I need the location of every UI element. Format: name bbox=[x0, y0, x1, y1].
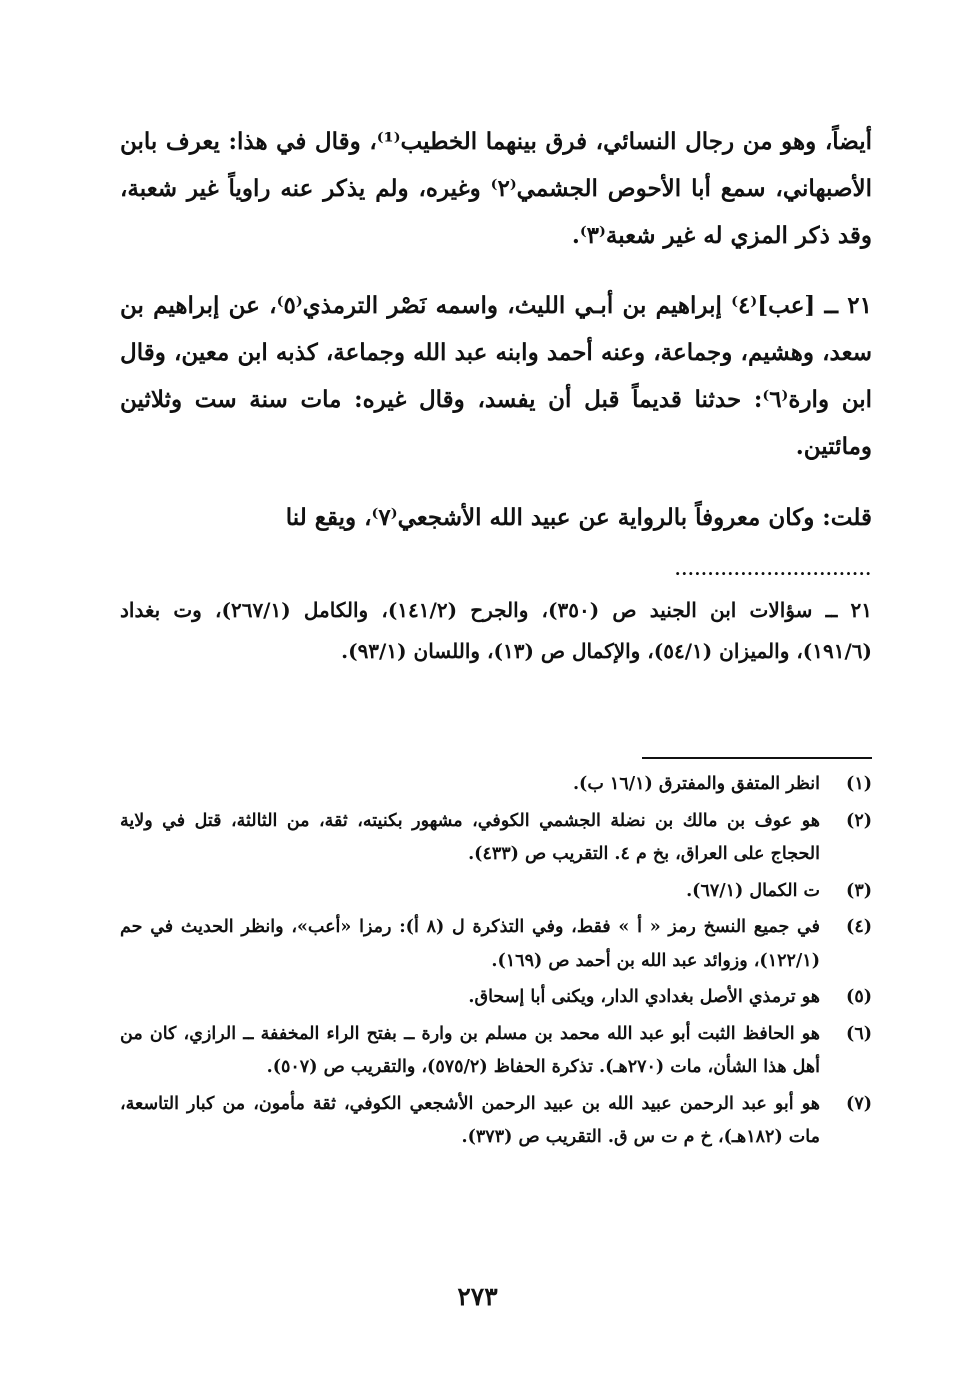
footnote-1 bbox=[120, 768, 872, 802]
footnote-number: (٧) bbox=[846, 1093, 872, 1114]
paragraph-text: قلت: وكان معروفاً بالرواية عن عبيد الله الأشجعي⁽٧⁾، ويقع لنا bbox=[285, 504, 872, 531]
dotted-separator: .............................. bbox=[674, 560, 872, 579]
footnote-text: هو أبو عبد الرحمن عبيد الله بن عبيد الرحمن الأشجعي الكوفي، ثقة مأمون، من كبار التاسعة، مات (١٨٢هـ)، خ م ت س ق. التقريب ص (٣٧٣). bbox=[120, 1093, 820, 1147]
footnote-number: (٢) bbox=[846, 810, 872, 831]
main-paragraph-3 bbox=[120, 494, 872, 541]
footnote-6 bbox=[120, 1018, 872, 1085]
footnote-text: في جميع النسخ رمز « أ » فقط، وفي التذكرة ل (٨ أ): رمزا «أعب»، وانظر الحديث في حم (١٢٢/١)، وزوائد عبد الله بن أحمد ص (١٦٩). bbox=[120, 917, 820, 971]
footnote-text: انظر المتفق والمفترق (١٦/١ ب). bbox=[572, 774, 820, 794]
footnote-divider bbox=[642, 757, 872, 759]
page-number: ٢٧٣ bbox=[457, 1282, 498, 1311]
footnote-3 bbox=[120, 875, 872, 909]
footnote-4 bbox=[120, 911, 872, 978]
footnote-number: (١) bbox=[846, 774, 872, 794]
footnote-number: (٣) bbox=[846, 880, 872, 901]
footnote-5 bbox=[120, 981, 872, 1015]
footnote-number: (٦) bbox=[846, 1023, 872, 1044]
footnote-text: ت الكمال (٦٧/١). bbox=[686, 880, 820, 901]
footnote-number: (٥) bbox=[846, 987, 872, 1007]
biography-sources-note bbox=[120, 590, 872, 672]
footnote-text: هو عوف بن مالك بن نضلة الجشمي الكوفي، مشهور بكنيته، ثقة، من الثالثة، قتل في ولاية الحجاج على العراق، بخ م ٤. التقريب ص (٤٣٣). bbox=[120, 810, 820, 864]
footnote-text: هو ترمذي الأصل بغدادي الدار، ويكنى أبا إسحاق. bbox=[468, 987, 820, 1007]
footnotes bbox=[120, 768, 872, 1158]
main-paragraph-2 bbox=[120, 282, 872, 470]
footnote-text: هو الحافظ الثبت أبو عبد الله محمد بن مسلم بن وارة ــ بفتح الراء المخففة ــ الرازي، كان من أهل هذا الشأن، مات (٢٧٠هـ). تذكرة الحفاظ (٥٧٥/٢)، والتقريب ص (٥٠٧). bbox=[120, 1023, 820, 1077]
footnote-2 bbox=[120, 805, 872, 872]
footnote-number: (٤) bbox=[846, 917, 872, 937]
paragraph-text: أيضاً، وهو من رجال النسائي، فرق بينهما الخطيب⁽¹⁾، وقال في هذا: يعرف بابن الأصبهاني، سمع أبا الأحوص الجشمي⁽٢⁾ وغيره، ولم يذكر عنه راوياً غير شعبة، وقد ذكر المزي له غير شعبة⁽٣⁾. bbox=[120, 128, 873, 249]
main-paragraph-1 bbox=[120, 118, 872, 259]
paragraph-text: ٢١ ــ [عب]⁽٤⁾ إبراهيم بن أبـي الليث، واسمه نَصْر الترمذي⁽٥⁾، عن إبراهيم بن سعد، وهشيم، وجماعة، وعنه أحمد وابنه عبد الله وجماعة، كذبه ابن معين، وقال ابن وارة⁽٦⁾: حدثنا قديماً قبل أن يفسد، وقال غيره: مات سنة ست وثلاثين ومائتين. bbox=[120, 292, 873, 460]
footnote-7 bbox=[120, 1088, 872, 1155]
sources-text: ٢١ ــ سؤالات ابن الجنيد ص (٣٥٠)، والجرح (١٤١/٢)، والكامل (٢٦٧/١)، وت بغداد (١٩١/٦)، والميزان (٥٤/١)، والإكمال ص (١٣)، واللسان (٩٣/١). bbox=[120, 598, 872, 663]
